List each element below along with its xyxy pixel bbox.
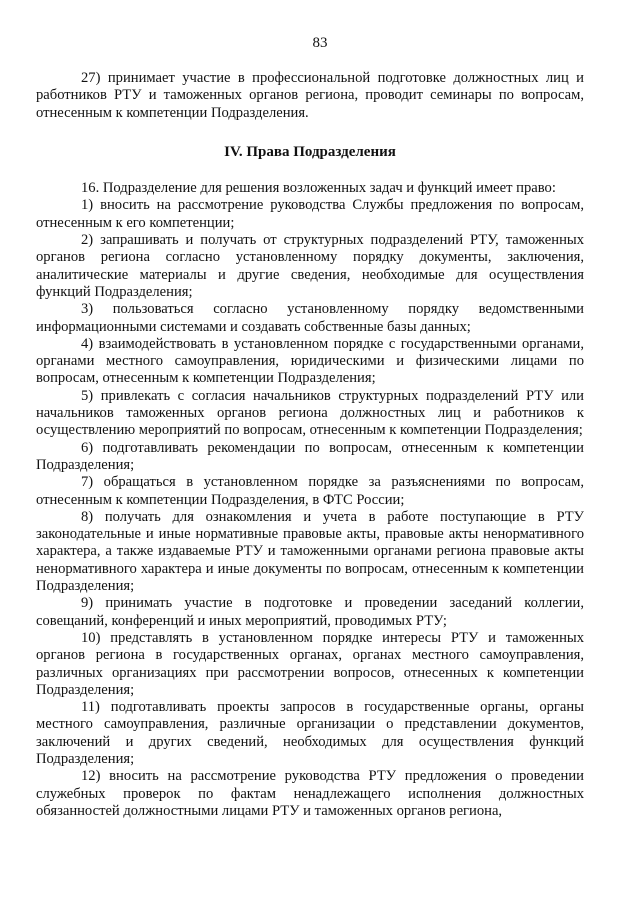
page-number: 83 bbox=[312, 35, 328, 51]
paragraph-16: 16. Подразделение для решения возложенных задач и функций имеет право: bbox=[81, 180, 556, 197]
document-body bbox=[36, 70, 584, 820]
list-item-10: 10) представлять в установленном порядке интересы РТУ и таможенных органов региона в государственных органах, органах местного самоуправления, различных организациях при рассмотрении вопросов, отнесенных к компетенции Подразделения; bbox=[36, 629, 584, 698]
list-item-4: 4) взаимодействовать в установленном порядке с государственными органами, органами местного самоуправления, юридическими и физическими лицами по вопросам, отнесенным к компетенции Подразделения; bbox=[36, 335, 584, 387]
list-item-8: 8) получать для ознакомления и учета в работе поступающие в РТУ законодательные и иные нормативные правовые акты, правовые акты ненормативного характера, а также издаваемые РТУ и таможенными органами региона правовые акты ненормативного характера и иные документы по вопросам, отнесенным к компетенции Подразделения; bbox=[36, 508, 584, 595]
list-item-6: 6) подготавливать рекомендации по вопросам, отнесенным к компетенции Подразделения; bbox=[36, 439, 584, 473]
section-heading: IV. Права Подразделения bbox=[224, 143, 396, 160]
list-item-5: 5) привлекать с согласия начальников структурных подразделений РТУ или начальников таможенных органов региона должностных лиц и работников к осуществлению мероприятий по вопросам, отнесенным к компетенции Подразделения; bbox=[36, 387, 584, 439]
list-item-9: 9) принимать участие в подготовке и проведении заседаний коллегии, совещаний, конференций и иных мероприятий, проводимых РТУ; bbox=[36, 595, 584, 629]
list-item-2: 2) запрашивать и получать от структурных подразделений РТУ, таможенных органов региона согласно установленному порядку документы, заключения, аналитические материалы и другие сведения, необходимые для осуществления функций Подразделения; bbox=[36, 232, 584, 300]
list-item-12: 12) вносить на рассмотрение руководства РТУ предложения о проведении служебных проверок по фактам ненадлежащего исполнения должностных обязанностей должностными лицами РТУ и таможенных органов региона, bbox=[36, 768, 584, 819]
list-item-7: 7) обращаться в установленном порядке за разъяснениями по вопросам, отнесенным к компетенции Подразделения, в ФТС России; bbox=[36, 474, 584, 508]
list-item-11: 11) подготавливать проекты запросов в государственные органы, органы местного самоуправления, различные организации о представлении документов, заключений и других сведений, необходимых для осуществления функций Подразделения; bbox=[36, 699, 584, 767]
intro-paragraph: 27) принимает участие в профессиональной подготовке должностных лиц и работников РТУ и таможенных органов региона, проводит семинары по вопросам, отнесенным к компетенции Подразделения. bbox=[36, 70, 584, 121]
list-item-3: 3) пользоваться согласно установленному порядку ведомственными информационными системами и создавать собственные базы данных; bbox=[36, 301, 584, 335]
list-item-1: 1) вносить на рассмотрение руководства Службы предложения по вопросам, отнесенным к его компетенции; bbox=[36, 197, 584, 231]
